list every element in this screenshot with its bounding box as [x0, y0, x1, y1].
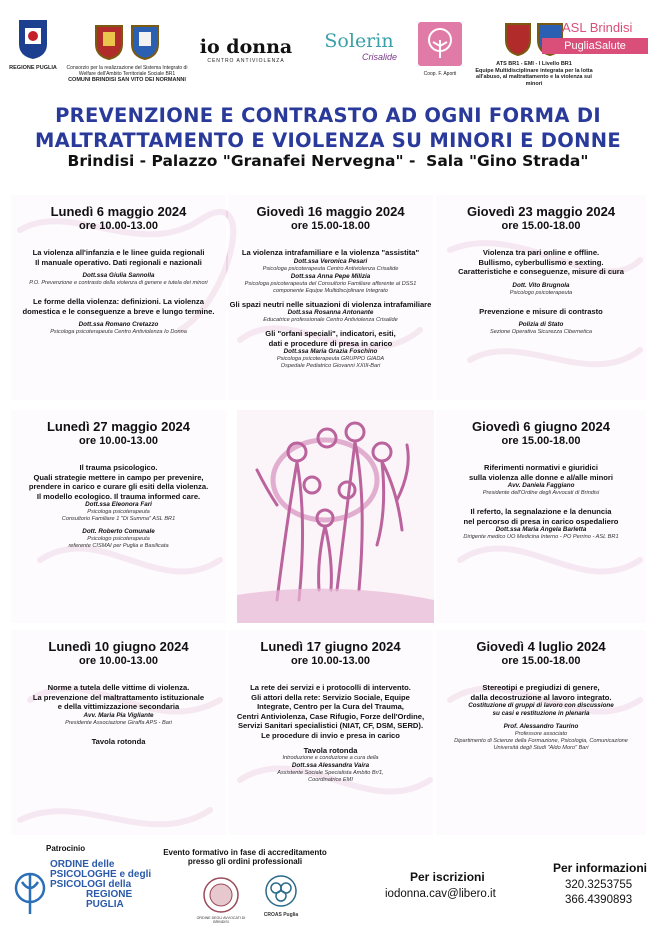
session-topic: Il referto, la segnalazione e la denuncia: [470, 507, 612, 517]
registration-block: Per iscrizioni iodonna.cav@libero.it: [385, 870, 496, 900]
session-topic: Riferimenti normativi e giuridici: [484, 463, 598, 472]
session-topic: Tavola rotonda: [303, 745, 358, 755]
accreditation-block: Evento formativo in fase di accreditamento presso gli ordini professionali ORDINE DEGLI AVVOCATI DI BRINDISI CROAS Puglia: [163, 848, 327, 924]
speaker-name: Dott.ssa Giulia Sannolla: [82, 272, 155, 280]
session-date: Lunedì 10 giugno 2024: [48, 639, 189, 654]
session-topic: La rete dei servizi e i protocolli di intervento.: [250, 683, 411, 692]
session-topic: La violenza intrafamiliare e la violenza "assistita": [241, 248, 420, 257]
speaker-name: Dott.ssa Rosanna Antonante: [287, 309, 374, 317]
session-topic: Caratteristiche e conseguenze, misure di cura: [458, 267, 624, 277]
session-card-6: [11, 630, 226, 835]
speaker-name: Dott.ssa Maria Grazia Foschino: [283, 348, 378, 356]
main-title-line-2: MALTRATTAMENTO E VIOLENZA SU MINORI E DONNE: [34, 129, 622, 152]
session-date: Giovedì 4 luglio 2024: [476, 639, 606, 654]
speaker-name: Prof. Alessandro Taurino: [503, 723, 579, 731]
speaker-name: Dott.ssa Veronica Pesari: [293, 257, 368, 265]
session-time: ore 10.00-13.00: [79, 655, 158, 667]
speaker-role: Psicologa psicoterapeuta Centro Antiviolenza Crisalide: [262, 265, 399, 272]
session-topic: prendere in carico e curare gli esiti della violenza.: [28, 482, 209, 492]
phone-number[interactable]: 366.4390893: [565, 894, 633, 906]
speaker-role: Psicologo psicoterapeuta: [509, 289, 573, 296]
speaker-name: Dott.ssa Alessandra Vaira: [291, 762, 370, 770]
speaker-role: Psicologa psicoterapeuta: [87, 509, 150, 516]
speaker-role: P.O. Prevenzione e contrasto della violenza di genere e tutela dei minori: [29, 280, 208, 287]
info-block: Per informazioni 320.3253755 366.4390893: [553, 861, 648, 906]
session-card-4: [11, 410, 226, 623]
registration-email[interactable]: iodonna.cav@libero.it: [385, 888, 496, 900]
session-card-3: [436, 195, 646, 400]
session-card-7: [228, 630, 433, 835]
speaker-role: componente Equipe Multidisciplinare Integrato: [273, 287, 388, 294]
asl-brindisi-logo: ASL Brindisi PugliaSalute: [540, 20, 648, 54]
speaker-role: Consultorio Familiare 1 "Di Summa" ASL BR1: [61, 516, 176, 523]
session-topic: Prevenzione e misure di contrasto: [479, 306, 603, 316]
speaker-name: Dott. Roberto Comunale: [82, 528, 155, 536]
speaker-role: Assistente Sociale Specialista Ambito Br/1,: [277, 770, 384, 777]
ats-br1-logo: ATS BR1 - EMI - I Livello BR1 Equipe Multidisciplinare integrata per la lotta all'abuso, al maltrattamento e la violenza sui minori: [474, 20, 594, 87]
session-topic: La prevenzione del maltrattamento istituzionale: [32, 692, 205, 702]
phone-number[interactable]: 320.3253755: [565, 879, 633, 891]
session-topic: Il manuale operativo. Dati regionali e nazionali: [35, 257, 202, 267]
speaker-role: Psicologo psicoterapeuta: [87, 536, 150, 543]
venue-subtitle: Brindisi - Palazzo "Granafei Nervegna" - Sala "Gino Strada": [67, 152, 589, 170]
session-topic: Il modello ecologico. Il trauma informed care.: [36, 491, 201, 501]
session-date: Lunedì 27 maggio 2024: [46, 419, 191, 434]
speaker-name: Dott.ssa Anna Pepe Milizia: [290, 272, 371, 280]
speaker-role: Psicologa psicoterapeuta Centro Antiviolenza Io Donna: [50, 329, 187, 336]
session-card-8: [436, 630, 646, 835]
solerin-logo: Solerin Crisalide: [324, 30, 397, 62]
session-time: ore 15.00-18.00: [501, 655, 581, 667]
main-title-line-1: PREVENZIONE E CONTRASTO AD OGNI FORMA DI: [55, 104, 601, 127]
center-illustration: [237, 410, 434, 623]
speaker-role: Educatrice professionale Centro Antiviolenza Crisalide: [263, 317, 398, 324]
session-topic: Bullismo, cyberbullismo e sexting.: [478, 257, 604, 267]
speaker-role: Psicologa psicoterapeuta del Consultorio Familiare afferente al DSS1: [244, 280, 417, 287]
io-donna-logo: io donna CENTRO ANTIVIOLENZA: [199, 36, 293, 64]
speaker-role: Presidente dell'Ordine degli Avvocati di Brindisi: [482, 490, 600, 497]
session-topic: Tavola rotonda: [91, 736, 146, 746]
session-topic: Stereotipi e pregiudizi di genere,: [482, 683, 600, 692]
speaker-name: Dott.ssa Eleonora Fari: [85, 501, 152, 509]
avvocati-seal-icon: [202, 876, 240, 914]
speaker-name: Dott.ssa Maria Angela Barletta: [495, 526, 587, 534]
session-topic: Integrate, Centro per la Cura del Trauma,: [257, 702, 404, 712]
session-time: ore 10.00-13.00: [291, 655, 370, 667]
session-topic: domestica e le conseguenze a breve e lungo termine.: [22, 306, 215, 316]
session-time: ore 15.00-18.00: [501, 435, 581, 447]
speaker-role: Ospedale Pediatrico Giovanni XXIII-Bari: [280, 363, 381, 370]
session-card-5: [436, 410, 646, 623]
speaker-role: Coordinatrice EMI: [308, 777, 353, 784]
speaker-role: referente CISMAI per Puglia e Basilicata: [68, 543, 169, 550]
regione-puglia-logo: REGIONE PUGLIA: [8, 18, 58, 72]
psychology-order-icon: [12, 868, 48, 918]
speaker-name: Dott. Vito Brugnola: [512, 281, 570, 289]
psychology-order-logo: ORDINE delle PSICOLOGHE e degli PSICOLOGI della REGIONE PUGLIA: [50, 859, 152, 910]
speaker-role: Professore associato: [514, 731, 568, 738]
speaker-name: su casi e restituzione in plenaria: [492, 710, 590, 718]
session-topic: Gli attori della rete: Servizio Sociale, Equipe: [251, 692, 410, 702]
coop-tree-icon: [418, 22, 462, 66]
session-time: ore 15.00-18.00: [291, 220, 370, 232]
session-topic: Quali strategie mettere in campo per prevenire,: [33, 472, 204, 482]
session-topic: Il trauma psicologico.: [79, 463, 158, 472]
patrocinio-block: Patrocinio ORDINE delle PSICOLOGHE e degli PSICOLOGI della REGIONE PUGLIA: [10, 838, 160, 931]
session-topic: e della vittimizzazione secondaria: [57, 702, 180, 712]
municipal-crests-icon: [92, 20, 162, 60]
session-topic: Servizi Sanitari specialistici (NIAT, CF, DSM, SERD).: [237, 721, 424, 731]
session-date: Giovedì 23 maggio 2024: [466, 204, 616, 219]
speaker-role: Dipartimento di Scienze della Formazione, Psicologia, Comunicazione: [454, 738, 628, 745]
session-topic: Gli spazi neutri nelle situazioni di violenza intrafamiliare: [229, 299, 432, 309]
speaker-role: Psicologa psicoterapeuta GRUPPO GIADA: [276, 356, 385, 363]
speaker-role: Università degli Studi "Aldo Moro" Bari: [493, 745, 589, 752]
session-time: ore 15.00-18.00: [501, 220, 581, 232]
session-topic: sulla violenza alle donne e al/alle minori: [469, 472, 613, 482]
speaker-name: Dott.ssa Romano Cretazzo: [78, 321, 159, 329]
speaker-role: Introduzione e conduzione a cura della: [282, 755, 379, 762]
coop-aporti-logo: Coop. F. Aporti: [416, 22, 464, 77]
session-topic: nel percorso di presa in carico ospedaliero: [463, 516, 619, 526]
session-card-1: [11, 195, 226, 400]
session-topic: Violenza tra pari online e offline.: [482, 248, 600, 257]
logo-bar: [0, 0, 656, 96]
speaker-role: Dirigente medico UO Medicina Interno - PO Perrino - ASL BR1: [463, 534, 619, 541]
speaker-name: Avv. Daniela Faggiano: [507, 482, 575, 490]
session-card-2: [228, 195, 433, 400]
puglia-shield-icon: [17, 18, 49, 60]
session-topic: Norme a tutela delle vittime di violenza.: [47, 683, 190, 692]
speaker-name: Polizia di Stato: [518, 321, 564, 329]
croas-logo-icon: [264, 874, 298, 908]
session-topic: dalla decostruzione al lavoro integrato.: [470, 692, 612, 702]
session-topic: dati e procedure di presa in carico: [268, 338, 393, 348]
session-date: Lunedì 6 maggio 2024: [50, 204, 187, 219]
session-topic: Le procedure di invio e presa in carico: [261, 730, 400, 740]
speaker-name: Costituzione di gruppi di lavoro con discussione: [468, 702, 614, 710]
session-topic: Centri Antiviolenza, Case Rifugio, Forze dell'Ordine,: [236, 711, 425, 721]
session-time: ore 10.00-13.00: [79, 435, 158, 447]
session-date: Giovedì 6 giugno 2024: [472, 419, 610, 434]
speaker-name: Avv. Maria Pia Vigliante: [83, 711, 154, 719]
session-topic: Gli "orfani speciali", indicatori, esiti,: [265, 329, 396, 339]
consorzio-logo: Consorzio per la realizzazione del Sistema Integrato di Welfare dell'Ambito Territoriale Sociale BR1 COMUNI BRINDISI SAN VITO DEI NORMANNI: [66, 20, 188, 84]
speaker-role: Presidente Associazione Giraffa APS - Bari: [65, 719, 172, 726]
session-date: Giovedì 16 maggio 2024: [256, 204, 405, 219]
speaker-role: Sezione Operativa Sicurezza Cibernetica: [490, 329, 592, 336]
session-topic: La violenza all'infanzia e le linee guida regionali: [32, 248, 205, 257]
session-time: ore 10.00-13.00: [79, 220, 158, 232]
session-topic: Le forme della violenza: definizioni. La violenza: [33, 297, 204, 307]
session-date: Lunedì 17 giugno 2024: [260, 639, 401, 654]
